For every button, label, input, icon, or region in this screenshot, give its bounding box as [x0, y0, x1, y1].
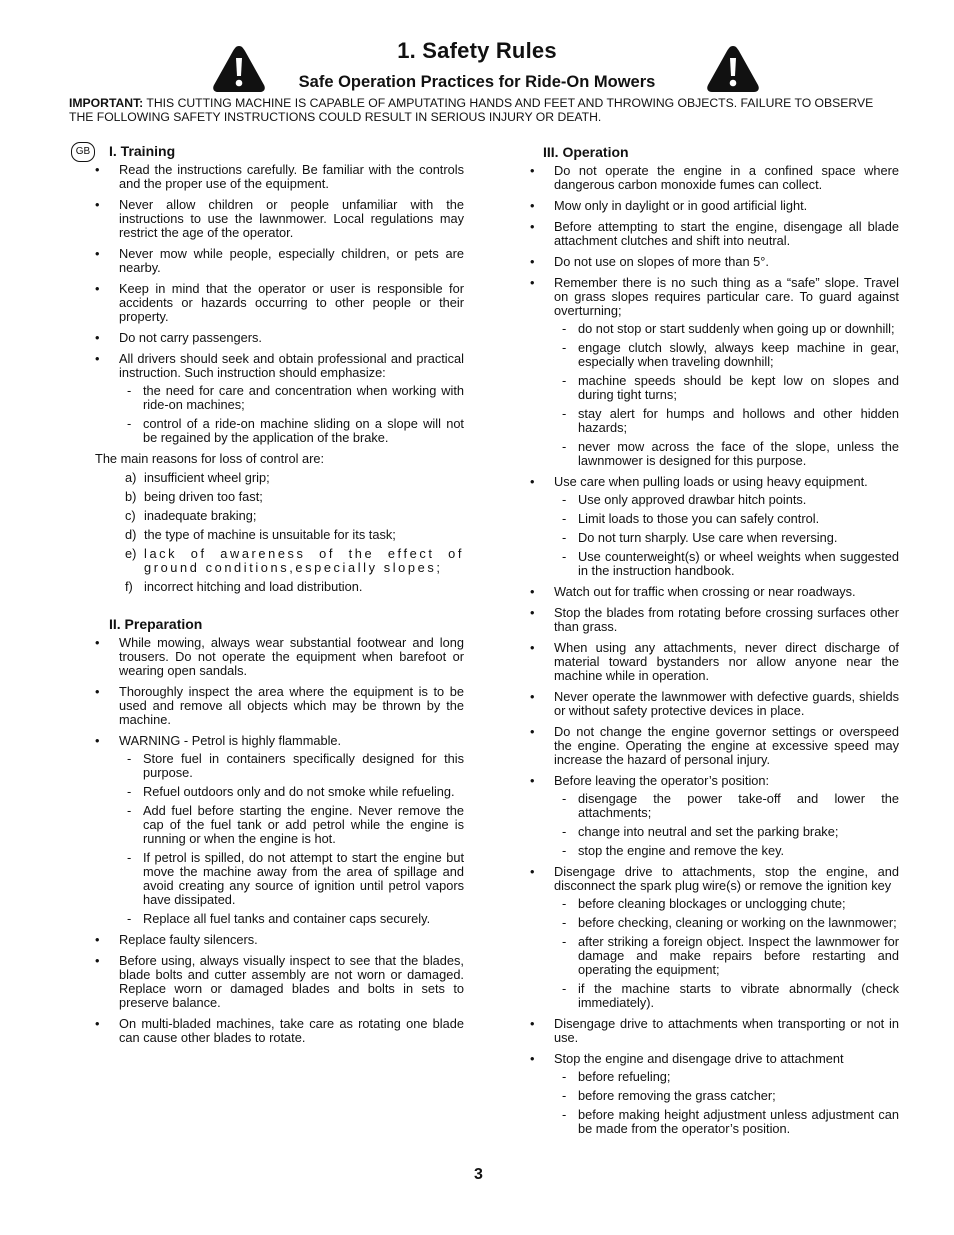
- list-item-text: Use care when pulling loads or using heavy equipment.: [554, 474, 868, 489]
- section-heading-training: I. Training: [109, 143, 176, 159]
- list-item: • Disengage drive to attachments when transporting or not in use.: [527, 1017, 899, 1045]
- list-item: • Do not use on slopes of more than 5°.: [527, 255, 899, 269]
- reasons-intro: The main reasons for loss of control are:: [95, 451, 325, 466]
- sub-list: [554, 792, 899, 858]
- reason-text: incorrect hitching and load distribution.: [144, 579, 363, 594]
- page-title: 1. Safety Rules: [397, 38, 557, 63]
- list-item: [527, 475, 899, 578]
- list-item: • Watch out for traffic when crossing or near roadways.: [527, 585, 899, 599]
- sub-list-item: - change into neutral and set the parking brake;: [554, 825, 899, 839]
- important-notice: [69, 96, 899, 124]
- reason-text: being driven too fast;: [144, 489, 263, 504]
- list-item: • Do not operate the engine in a confined space where dangerous carbon monoxide fumes can collect.: [527, 164, 899, 192]
- list-item: [527, 865, 899, 1010]
- list-item-text: Stop the engine and disengage drive to attachment: [554, 1051, 844, 1066]
- reason-item: [92, 471, 464, 485]
- sub-list-item: - the need for care and concentration when working with ride-on machines;: [119, 384, 464, 412]
- sub-list-item: - before checking, cleaning or working on the lawnmower;: [554, 916, 899, 930]
- reason-text: insufficient wheel grip;: [144, 470, 270, 485]
- list-item-text: Before leaving the operator’s position:: [554, 773, 770, 788]
- sub-list: [554, 322, 899, 468]
- page-number: 3: [474, 1166, 483, 1183]
- list-item-text: All drivers should seek and obtain professional and practical instruction. Such instruction should emphasize:: [119, 351, 464, 380]
- sub-list-item: - machine speeds should be kept low on slopes and during tight turns;: [554, 374, 899, 402]
- reason-letter: d): [125, 527, 137, 542]
- list-item: • Stop the blades from rotating before crossing surfaces other than grass.: [527, 606, 899, 634]
- sub-list-item: - never mow across the face of the slope, unless the lawnmower is designed for this purpose.: [554, 440, 899, 468]
- list-item-text: Disengage drive to attachments, stop the engine, and disconnect the spark plug wire(s) or remove the ignition key: [554, 864, 899, 893]
- operation-list: [527, 164, 899, 1136]
- list-item: • Never mow while people, especially children, or pets are nearby.: [92, 247, 464, 275]
- list-item: • Do not change the engine governor settings or overspeed the engine. Operating the engine at excessive speed may increase the hazard of personal injury.: [527, 725, 899, 767]
- sub-list-item: - Use counterweight(s) or wheel weights when suggested in the instruction handbook.: [554, 550, 899, 578]
- list-item: [92, 734, 464, 926]
- reason-text: inadequate braking;: [144, 508, 257, 523]
- list-item: • Thoroughly inspect the area where the equipment is to be used and remove all objects which may be thrown by the machine.: [92, 685, 464, 727]
- sub-list: [554, 1070, 899, 1136]
- list-item: [527, 276, 899, 468]
- reason-item: [92, 528, 464, 542]
- list-item: • Do not carry passengers.: [92, 331, 464, 345]
- list-item-text: WARNING - Petrol is highly flammable.: [119, 733, 342, 748]
- reasons-list: [92, 471, 464, 594]
- list-item: • Keep in mind that the operator or user is responsible for accidents or hazards occurring to other people or their property.: [92, 282, 464, 324]
- sub-list: [554, 897, 899, 1010]
- page-subtitle: Safe Operation Practices for Ride-On Mowers: [298, 73, 656, 91]
- reason-item: [92, 580, 464, 594]
- section-heading-preparation: II. Preparation: [109, 616, 203, 632]
- training-list: [92, 163, 464, 445]
- sub-list-item: - control of a ride-on machine sliding on a slope will not be regained by the application of the brake.: [119, 417, 464, 445]
- sub-list-item: - Refuel outdoors only and do not smoke while refueling.: [119, 785, 464, 799]
- sub-list-item: - Store fuel in containers specifically designed for this purpose.: [119, 752, 464, 780]
- reason-item: [92, 547, 464, 575]
- sub-list-item: - before removing the grass catcher;: [554, 1089, 899, 1103]
- preparation-list: [92, 636, 464, 1045]
- sub-list: [554, 493, 899, 578]
- reason-letter: e): [125, 546, 137, 561]
- sub-list-item: - Use only approved drawbar hitch points.: [554, 493, 899, 507]
- reason-text: the type of machine is unsuitable for its task;: [144, 527, 396, 542]
- sub-list: [119, 384, 464, 445]
- right-column: [527, 144, 899, 1143]
- list-item-text: Remember there is no such thing as a “safe” slope. Travel on grass slopes requires particular care. To guard against overturning;: [554, 275, 899, 318]
- reason-letter: a): [125, 470, 137, 485]
- important-text: THIS CUTTING MACHINE IS CAPABLE OF AMPUTATING HANDS AND FEET AND THROWING OBJECTS. FAILURE TO OBSERVE THE FOLLOWING SAFETY INSTRUCTIONS COULD RESULT IN SERIOUS INJURY OR DEATH.: [69, 96, 874, 124]
- left-column: [92, 143, 464, 1052]
- sub-list-item: - Add fuel before starting the engine. Never remove the cap of the fuel tank or add petrol while the engine is running or when the engine is hot.: [119, 804, 464, 846]
- reason-item: [92, 509, 464, 523]
- sub-list-item: - before making height adjustment unless adjustment can be made from the operator’s position.: [554, 1108, 899, 1136]
- sub-list-item: - do not stop or start suddenly when going up or downhill;: [554, 322, 899, 336]
- list-item: • Before using, always visually inspect to see that the blades, blade bolts and cutter assembly are not worn or damaged. Replace worn or damaged blades and bolts in sets to preserve balance.: [92, 954, 464, 1010]
- list-item: • When using any attachments, never direct discharge of material toward bystanders nor allow anyone near the machine while in operation.: [527, 641, 899, 683]
- list-item: • Never allow children or people unfamiliar with the instructions to use the lawnmower. Local regulations may restrict the age of the operator.: [92, 198, 464, 240]
- sub-list-item: - stay alert for humps and hollows and other hidden hazards;: [554, 407, 899, 435]
- list-item: • Read the instructions carefully. Be familiar with the controls and the proper use of the equipment.: [92, 163, 464, 191]
- sub-list-item: - Replace all fuel tanks and container caps securely.: [119, 912, 464, 926]
- reason-letter: c): [125, 508, 136, 523]
- sub-list-item: - engage clutch slowly, always keep machine in gear, especially when traveling downhill;: [554, 341, 899, 369]
- important-label: IMPORTANT:: [69, 96, 144, 110]
- reason-letter: b): [125, 489, 137, 504]
- list-item: • Replace faulty silencers.: [92, 933, 464, 947]
- section-heading-operation: III. Operation: [543, 144, 629, 160]
- reason-item: [92, 490, 464, 504]
- list-item: [92, 352, 464, 445]
- sub-list-item: - if the machine starts to vibrate abnormally (check immediately).: [554, 982, 899, 1010]
- sub-list-item: - disengage the power take-off and lower the attachments;: [554, 792, 899, 820]
- sub-list-item: - Do not turn sharply. Use care when reversing.: [554, 531, 899, 545]
- list-item: [527, 1052, 899, 1136]
- sub-list-item: - before refueling;: [554, 1070, 899, 1084]
- list-item: • Never operate the lawnmower with defective guards, shields or without safety protective devices in place.: [527, 690, 899, 718]
- sub-list-item: - If petrol is spilled, do not attempt to start the engine but move the machine away from the area of spillage and avoid creating any source of ignition until petrol vapors have dissipated.: [119, 851, 464, 907]
- list-item: [527, 774, 899, 858]
- sub-list-item: - Limit loads to those you can safely control.: [554, 512, 899, 526]
- list-item: • While mowing, always wear substantial footwear and long trousers. Do not operate the equipment when barefoot or wearing open sandals.: [92, 636, 464, 678]
- sub-list: [119, 752, 464, 926]
- sub-list-item: - stop the engine and remove the key.: [554, 844, 899, 858]
- list-item: • Before attempting to start the engine, disengage all blade attachment clutches and shift into neutral.: [527, 220, 899, 248]
- sub-list-item: - after striking a foreign object. Inspect the lawnmower for damage and make repairs before restarting and operating the equipment;: [554, 935, 899, 977]
- list-item: • On multi-bladed machines, take care as rotating one blade can cause other blades to rotate.: [92, 1017, 464, 1045]
- sub-list-item: - before cleaning blockages or unclogging chute;: [554, 897, 899, 911]
- reason-letter: f): [125, 579, 133, 594]
- language-badge: GB: [71, 142, 95, 162]
- list-item: • Mow only in daylight or in good artificial light.: [527, 199, 899, 213]
- reason-text: lack of awareness of the effect of ground conditions,especially slopes;: [144, 546, 464, 575]
